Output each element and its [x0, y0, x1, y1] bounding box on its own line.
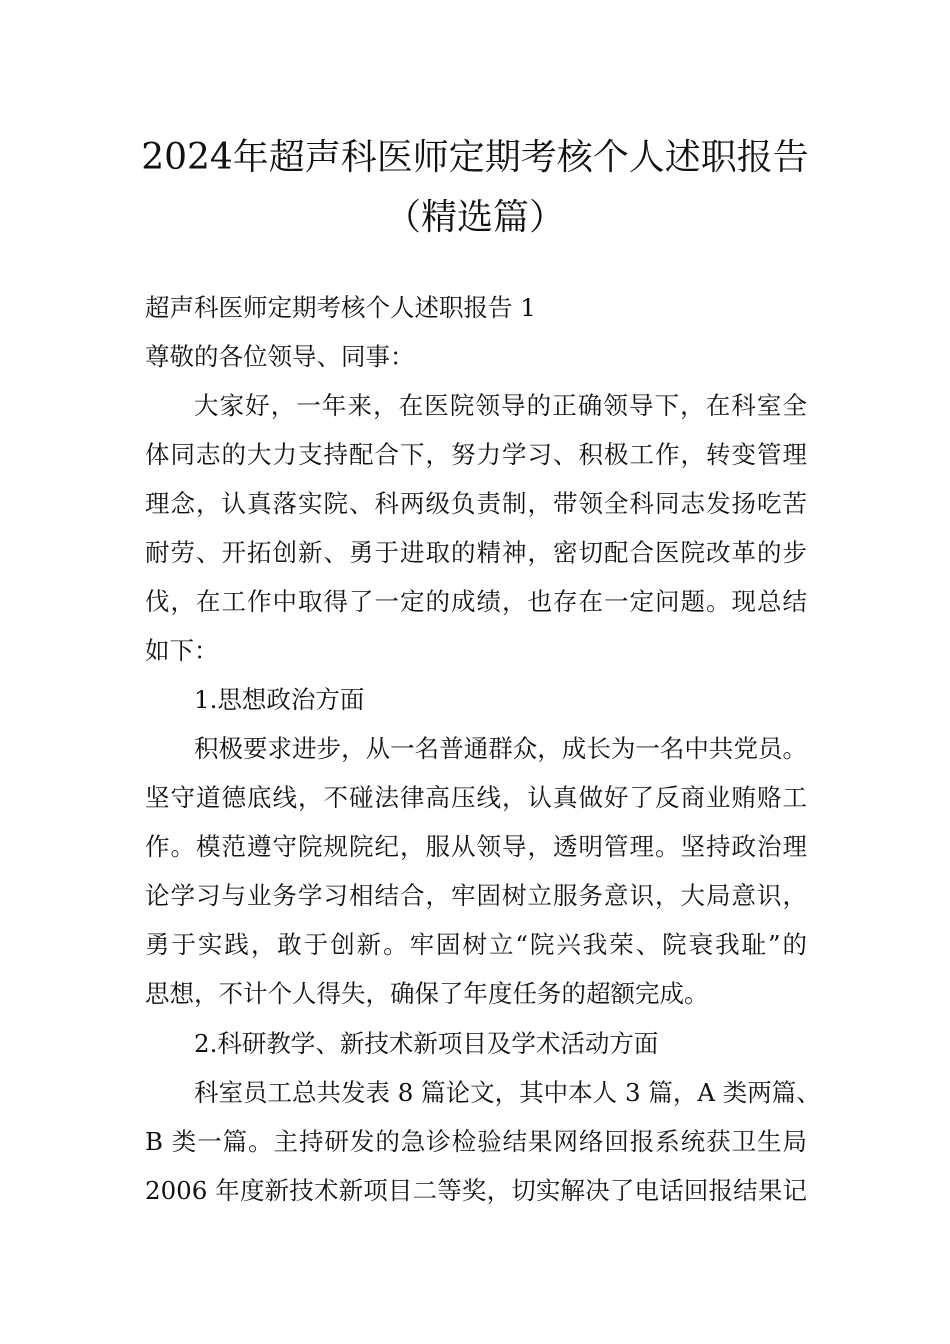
subsection-heading: 1.思想政治方面 — [194, 685, 365, 714]
salutation: 尊敬的各位领导、同事： — [145, 342, 415, 371]
paragraph-line: 积极要求进步，从一名普通群众，成长为一名中共党员。 — [194, 734, 807, 763]
paragraph-line: 耐劳、开拓创新、勇于进取的精神，密切配合医院改革的步 — [145, 538, 807, 567]
section-heading: 超声科医师定期考核个人述职报告 1 — [145, 293, 536, 322]
paragraph-line: B 类一篇。主持研发的急诊检验结果网络回报系统获卫生局 — [145, 1127, 807, 1156]
document-subtitle: （精选篇） — [384, 197, 565, 238]
paragraph-line: 作。模范遵守院规院纪，服从领导，透明管理。坚持政治理 — [145, 832, 807, 861]
paragraph-line: 论学习与业务学习相结合，牢固树立服务意识，大局意识， — [145, 881, 807, 910]
paragraph-line: 大家好，一年来，在医院领导的正确领导下，在科室全 — [194, 391, 807, 420]
paragraph-line: 理念，认真落实院、科两级负责制，带领全科同志发扬吃苦 — [145, 489, 807, 518]
document-title: 2024年超声科医师定期考核个人述职报告 — [141, 137, 809, 178]
paragraph-line: 思想，不计个人得失，确保了年度任务的超额完成。 — [145, 979, 709, 1008]
paragraph-line: 勇于实践，敢于创新。牢固树立“院兴我荣、院衰我耻”的 — [145, 930, 807, 959]
paragraph-line: 坚守道德底线，不碰法律高压线，认真做好了反商业贿赂工 — [145, 783, 807, 812]
paragraph-line: 科室员工总共发表 8 篇论文，其中本人 3 篇，A 类两篇、 — [194, 1078, 821, 1107]
subsection-heading: 2.科研教学、新技术新项目及学术活动方面 — [194, 1029, 659, 1058]
paragraph-line: 2006 年度新技术新项目二等奖，切实解决了电话回报结果记 — [145, 1176, 807, 1205]
paragraph-line: 伐，在工作中取得了一定的成绩，也存在一定问题。现总结 — [145, 587, 807, 616]
paragraph-line: 体同志的大力支持配合下，努力学习、积极工作，转变管理 — [145, 440, 807, 469]
paragraph-line: 如下： — [145, 636, 219, 665]
